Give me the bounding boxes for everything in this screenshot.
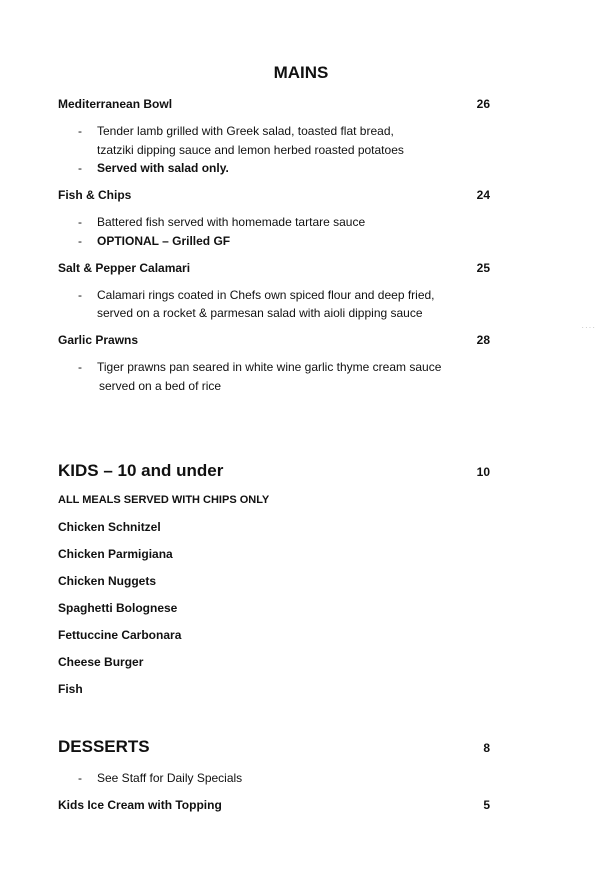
kids-item: Fish (58, 682, 83, 696)
menu-item-description: Tiger prawns pan seared in white wine garlic thyme cream sauce (97, 360, 442, 374)
bullet-dash: - (78, 161, 82, 175)
bullet-dash: - (78, 771, 82, 785)
menu-item-name: Garlic Prawns (58, 333, 139, 347)
menu-item-description: OPTIONAL – Grilled GF (97, 234, 231, 248)
kids-item: Chicken Parmigiana (58, 547, 173, 561)
menu-item-description: served on a rocket & parmesan salad with aioli dipping sauce (97, 306, 423, 320)
menu-item-description: served on a bed of rice (99, 379, 222, 393)
scan-artifact: ···· (581, 323, 596, 332)
kids-heading: KIDS – 10 and under (58, 461, 224, 480)
desserts-price: 8 (483, 741, 490, 755)
menu-item-description: Calamari rings coated in Chefs own spiced flour and deep fried, (97, 288, 435, 302)
bullet-dash: - (78, 124, 82, 138)
desserts-heading: DESSERTS (58, 737, 150, 756)
menu-item-name: Fish & Chips (58, 188, 132, 202)
kids-item: Cheese Burger (58, 655, 144, 669)
menu-item-price: 25 (476, 261, 490, 275)
menu-item-description: tzatziki dipping sauce and lemon herbed roasted potatoes (97, 143, 404, 157)
bullet-dash: - (78, 360, 82, 374)
menu-item-description: Served with salad only. (97, 161, 229, 175)
menu-item-price: 24 (476, 188, 490, 202)
menu-item-description: Tender lamb grilled with Greek salad, toasted flat bread, (97, 124, 394, 138)
ice-cream-item: Kids Ice Cream with Topping (58, 798, 222, 812)
kids-item: Chicken Nuggets (58, 574, 157, 588)
menu-item-name: Mediterranean Bowl (58, 97, 173, 111)
bullet-dash: - (78, 288, 82, 302)
menu-item-name: Salt & Pepper Calamari (58, 261, 191, 275)
menu-item-price: 26 (476, 97, 490, 111)
mains-heading: MAINS (273, 63, 329, 82)
kids-note: ALL MEALS SERVED WITH CHIPS ONLY (58, 494, 270, 506)
menu-item-price: 28 (476, 333, 490, 347)
kids-item: Fettuccine Carbonara (58, 628, 182, 642)
desserts-description: See Staff for Daily Specials (97, 771, 243, 785)
menu-item-description: Battered fish served with homemade tartare sauce (97, 215, 366, 229)
kids-item: Chicken Schnitzel (58, 520, 161, 534)
bullet-dash: - (78, 234, 82, 248)
bullet-dash: - (78, 215, 82, 229)
kids-price: 10 (476, 465, 490, 479)
kids-item: Spaghetti Bolognese (58, 601, 178, 615)
ice-cream-price: 5 (483, 798, 490, 812)
